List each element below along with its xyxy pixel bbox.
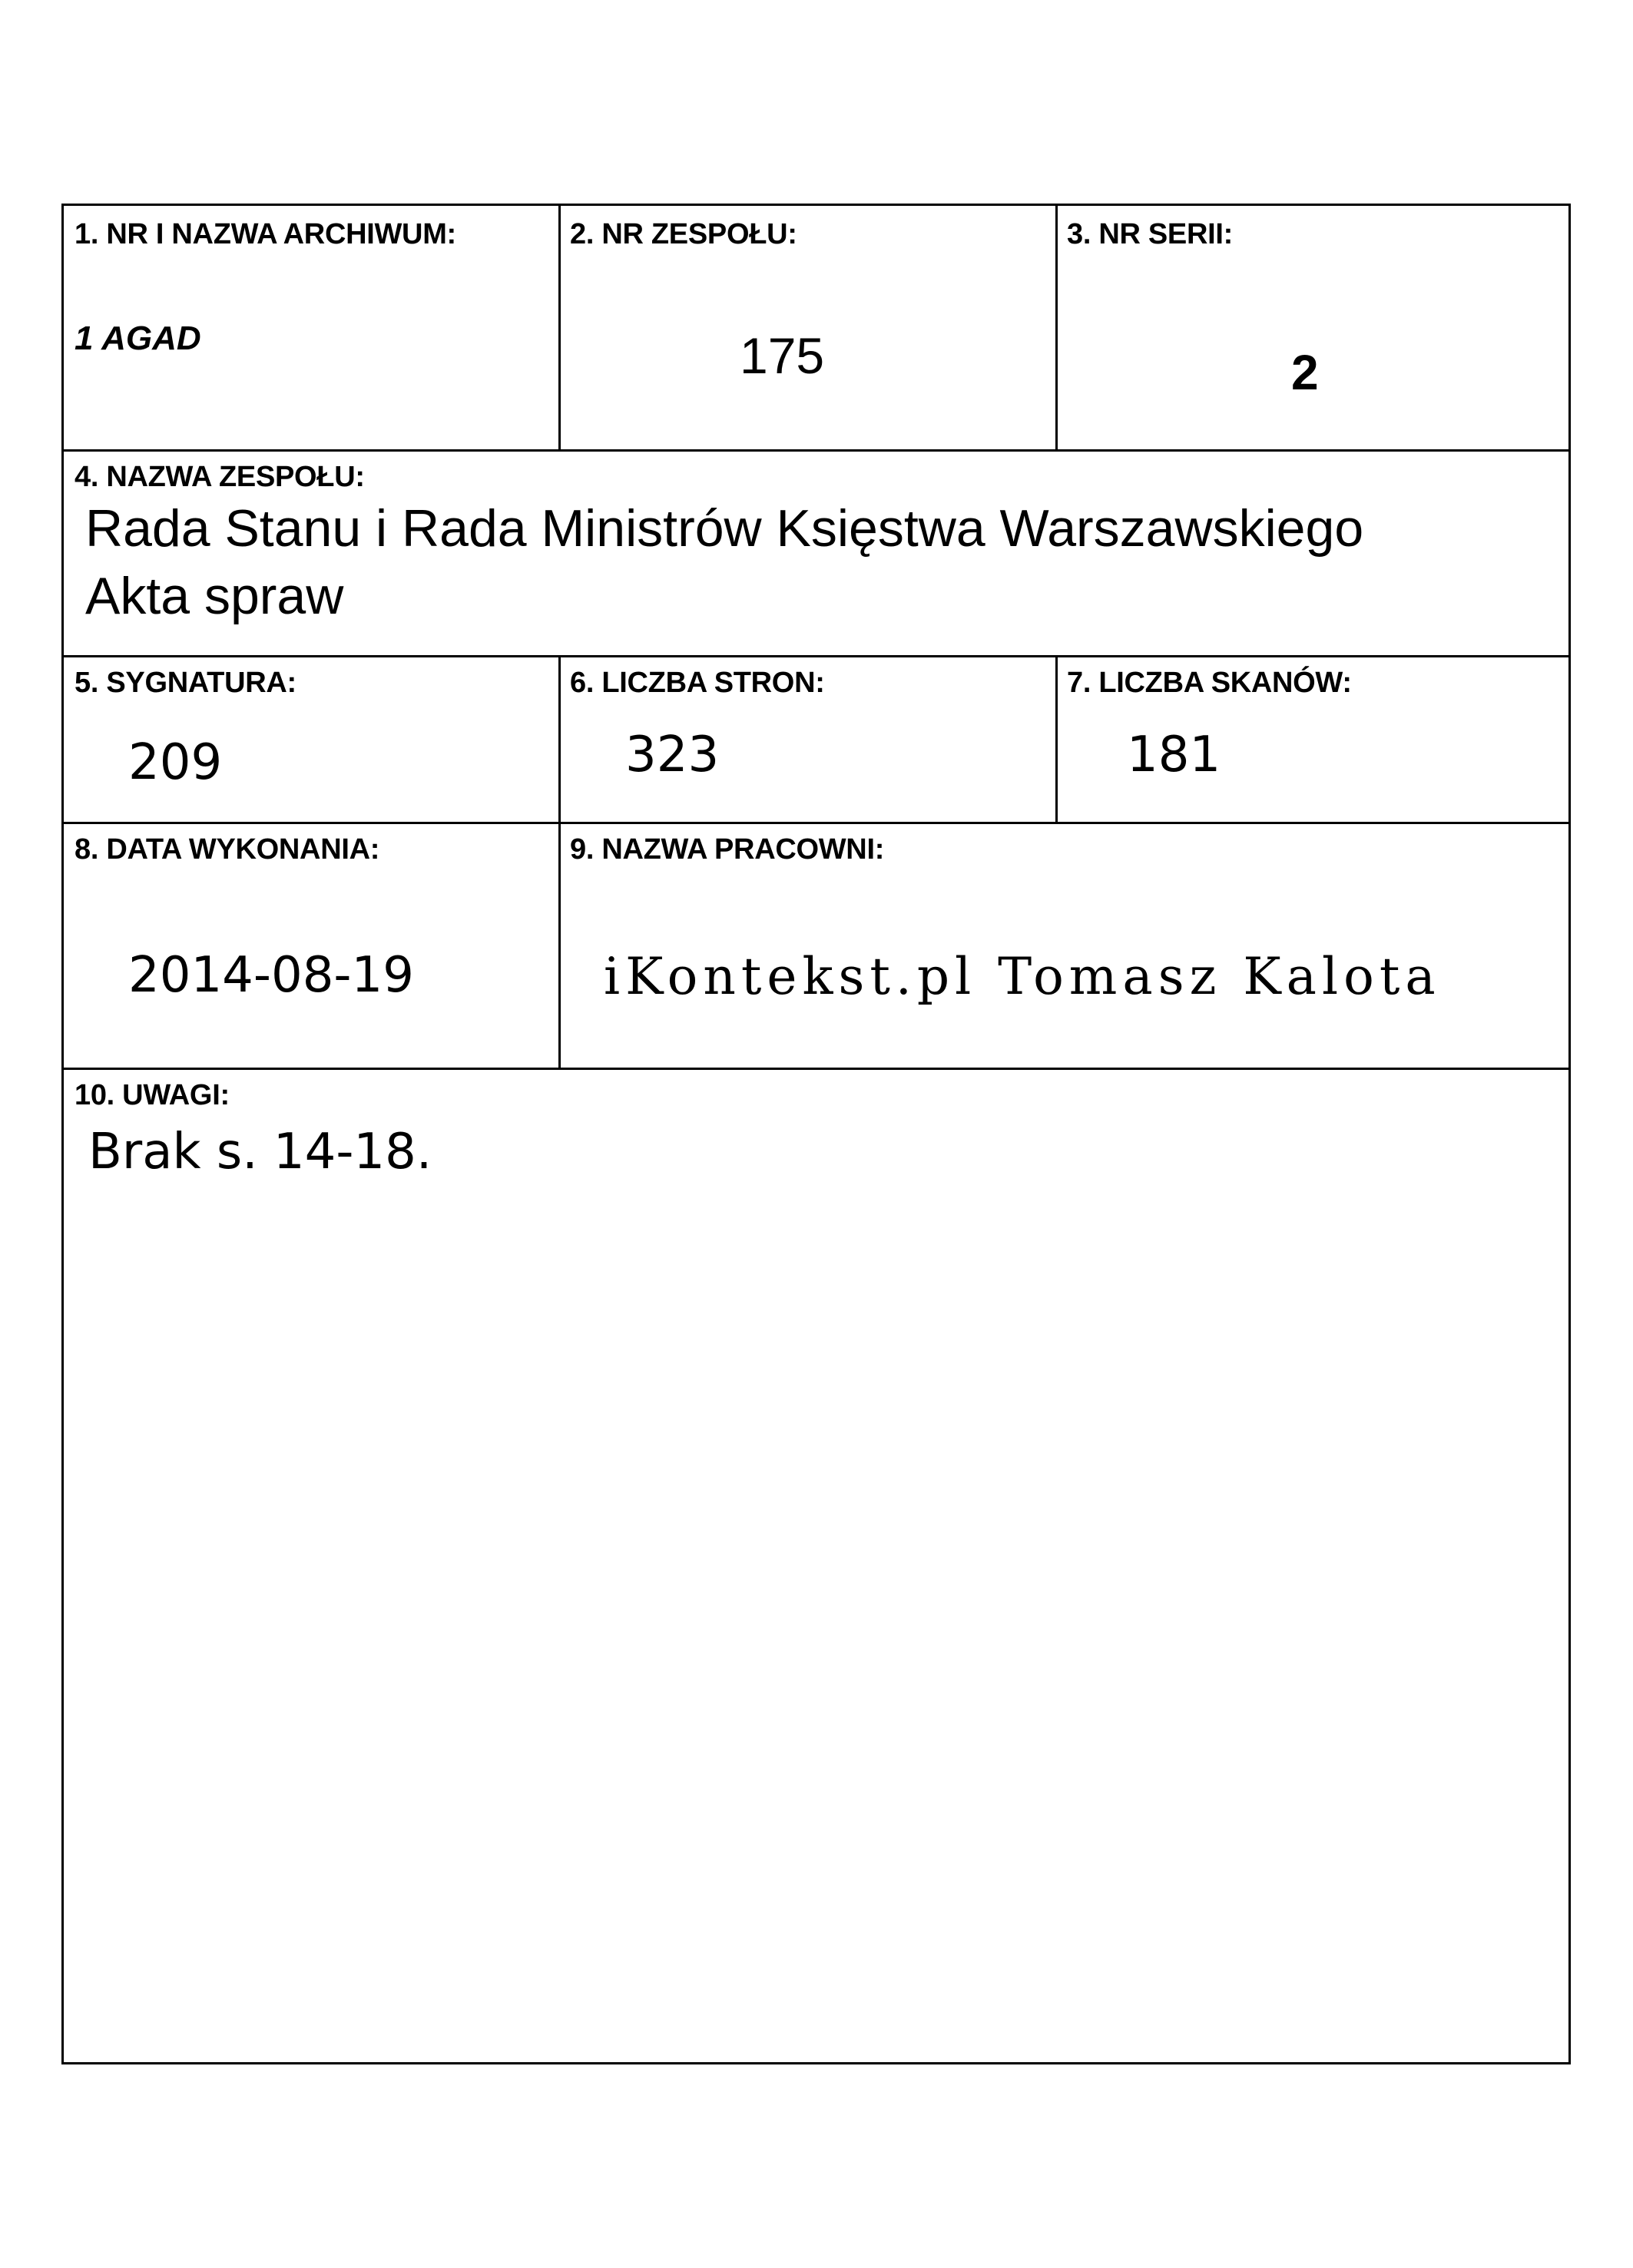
fonds-no-label: 2. NR ZESPOŁU: — [570, 218, 797, 250]
remarks-value: Brak s. 14-18. — [88, 1124, 432, 1180]
pages-label: 6. LICZBA STRON: — [570, 667, 825, 699]
fonds-name-label: 4. NAZWA ZESPOŁU: — [75, 461, 365, 493]
series-no-cell — [1058, 206, 1571, 449]
remarks-cell — [64, 1070, 1571, 2062]
date-label: 8. DATA WYKONANIA: — [75, 833, 380, 866]
scans-cell — [1058, 657, 1571, 822]
workshop-value: iKontekst.pl Tomasz Kalota — [604, 947, 1441, 1006]
archive-cell — [64, 206, 558, 449]
series-no-value: 2 — [1291, 345, 1319, 400]
fonds-name-line1: Rada Stanu i Rada Ministrów Księstwa Warszawskiego — [85, 499, 1364, 558]
fonds-name-cell — [64, 452, 1571, 655]
archive-value: 1 AGAD — [75, 320, 201, 357]
remarks-label: 10. UWAGI: — [75, 1079, 230, 1111]
date-value: 2014-08-19 — [128, 947, 414, 1004]
fonds-name-line2: Akta spraw — [85, 567, 344, 625]
series-no-label: 3. NR SERII: — [1067, 218, 1233, 250]
signature-value: 209 — [128, 734, 223, 791]
date-cell — [64, 824, 558, 1068]
workshop-cell — [561, 824, 1571, 1068]
signature-label: 5. SYGNATURA: — [75, 667, 296, 699]
fonds-no-value: 175 — [740, 327, 825, 384]
pages-value: 323 — [625, 727, 720, 783]
scans-label: 7. LICZBA SKANÓW: — [1067, 667, 1352, 699]
workshop-label: 9. NAZWA PRACOWNI: — [570, 833, 885, 866]
fonds-no-cell — [561, 206, 1055, 449]
metadata-card — [61, 204, 1571, 2064]
pages-cell — [561, 657, 1055, 822]
signature-cell — [64, 657, 558, 822]
archive-label: 1. NR I NAZWA ARCHIWUM: — [75, 218, 456, 250]
scans-value: 181 — [1127, 727, 1221, 783]
